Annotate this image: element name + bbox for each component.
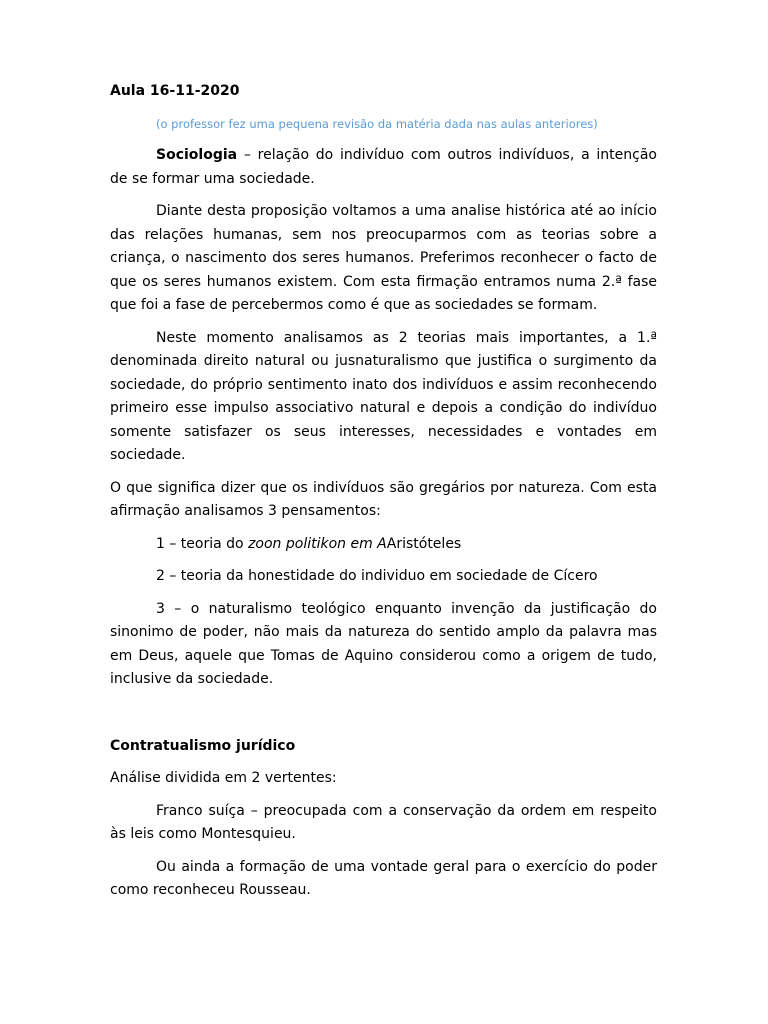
blank-line [110, 701, 657, 735]
list-item-3: 3 – o naturalismo teológico enquanto invenção da justificação do sinonimo de poder, não mais da natureza do sentido amplo da palavra mas em Deus, aquele que Tomas de Aquino considerou como a origem de tudo, inclusive da sociedade. [110, 600, 657, 687]
paragraph-sociologia [110, 144, 657, 191]
definition-sociologia: – relação do indivíduo com outros indivíduos, a intenção de se formar uma sociedade. [110, 147, 657, 187]
paragraph-historical: Diante desta proposição voltamos a uma analise histórica até ao início das relações humanas, sem nos preocuparmos com as teorias sobre a criança, o nascimento dos seres humanos. Preferimos reconhecer o facto de que os seres humanos existem. Com esta firmação entramos numa 2.ª fase que foi a fase de percebermos como é que as sociedades se formam. [110, 203, 657, 313]
list-item-1-prefix: 1 – teoria do [156, 535, 249, 552]
list-item-1 [110, 533, 657, 557]
teacher-note: (o professor fez uma pequena revisão da matéria dada nas aulas anteriores) [156, 116, 598, 131]
paragraph-rousseau: Ou ainda a formação de uma vontade geral para o exercício do poder como reconheceu Rousseau. [110, 858, 657, 898]
paragraph-vertentes: Análise dividida em 2 vertentes: [110, 770, 337, 786]
section-heading-contratualismo: Contratualismo jurídico [110, 737, 296, 754]
list-item-2: 2 – teoria da honestidade do individuo em sociedade de Cícero [156, 568, 598, 584]
term-sociologia: Sociologia [156, 147, 238, 163]
paragraph-gregarious: O que significa dizer que os indivíduos são gregários por natureza. Com esta afirmação analisamos 3 pensamentos: [110, 479, 657, 519]
list-item-1-suffix: Aristóteles [386, 535, 462, 552]
paragraph-theories: Neste momento analisamos as 2 teorias mais importantes, a 1.ª denominada direito natural ou jusnaturalismo que justifica o surgimento da sociedade, do próprio sentimento inato dos indivíduos e assim reconhecendo primeiro esse impulso associativo natural e depois a condição do indivíduo somente satisfazer os seus interesses, necessidades e vontades em sociedade. [110, 329, 657, 463]
paragraph-franco-suica: Franco suíça – preocupada com a conservação da ordem em respeito às leis como Montesquieu. [110, 802, 657, 842]
document-body [110, 80, 657, 912]
lesson-title: Aula 16-11-2020 [110, 83, 240, 99]
list-item-1-italic: zoon politikon em A [248, 535, 387, 552]
